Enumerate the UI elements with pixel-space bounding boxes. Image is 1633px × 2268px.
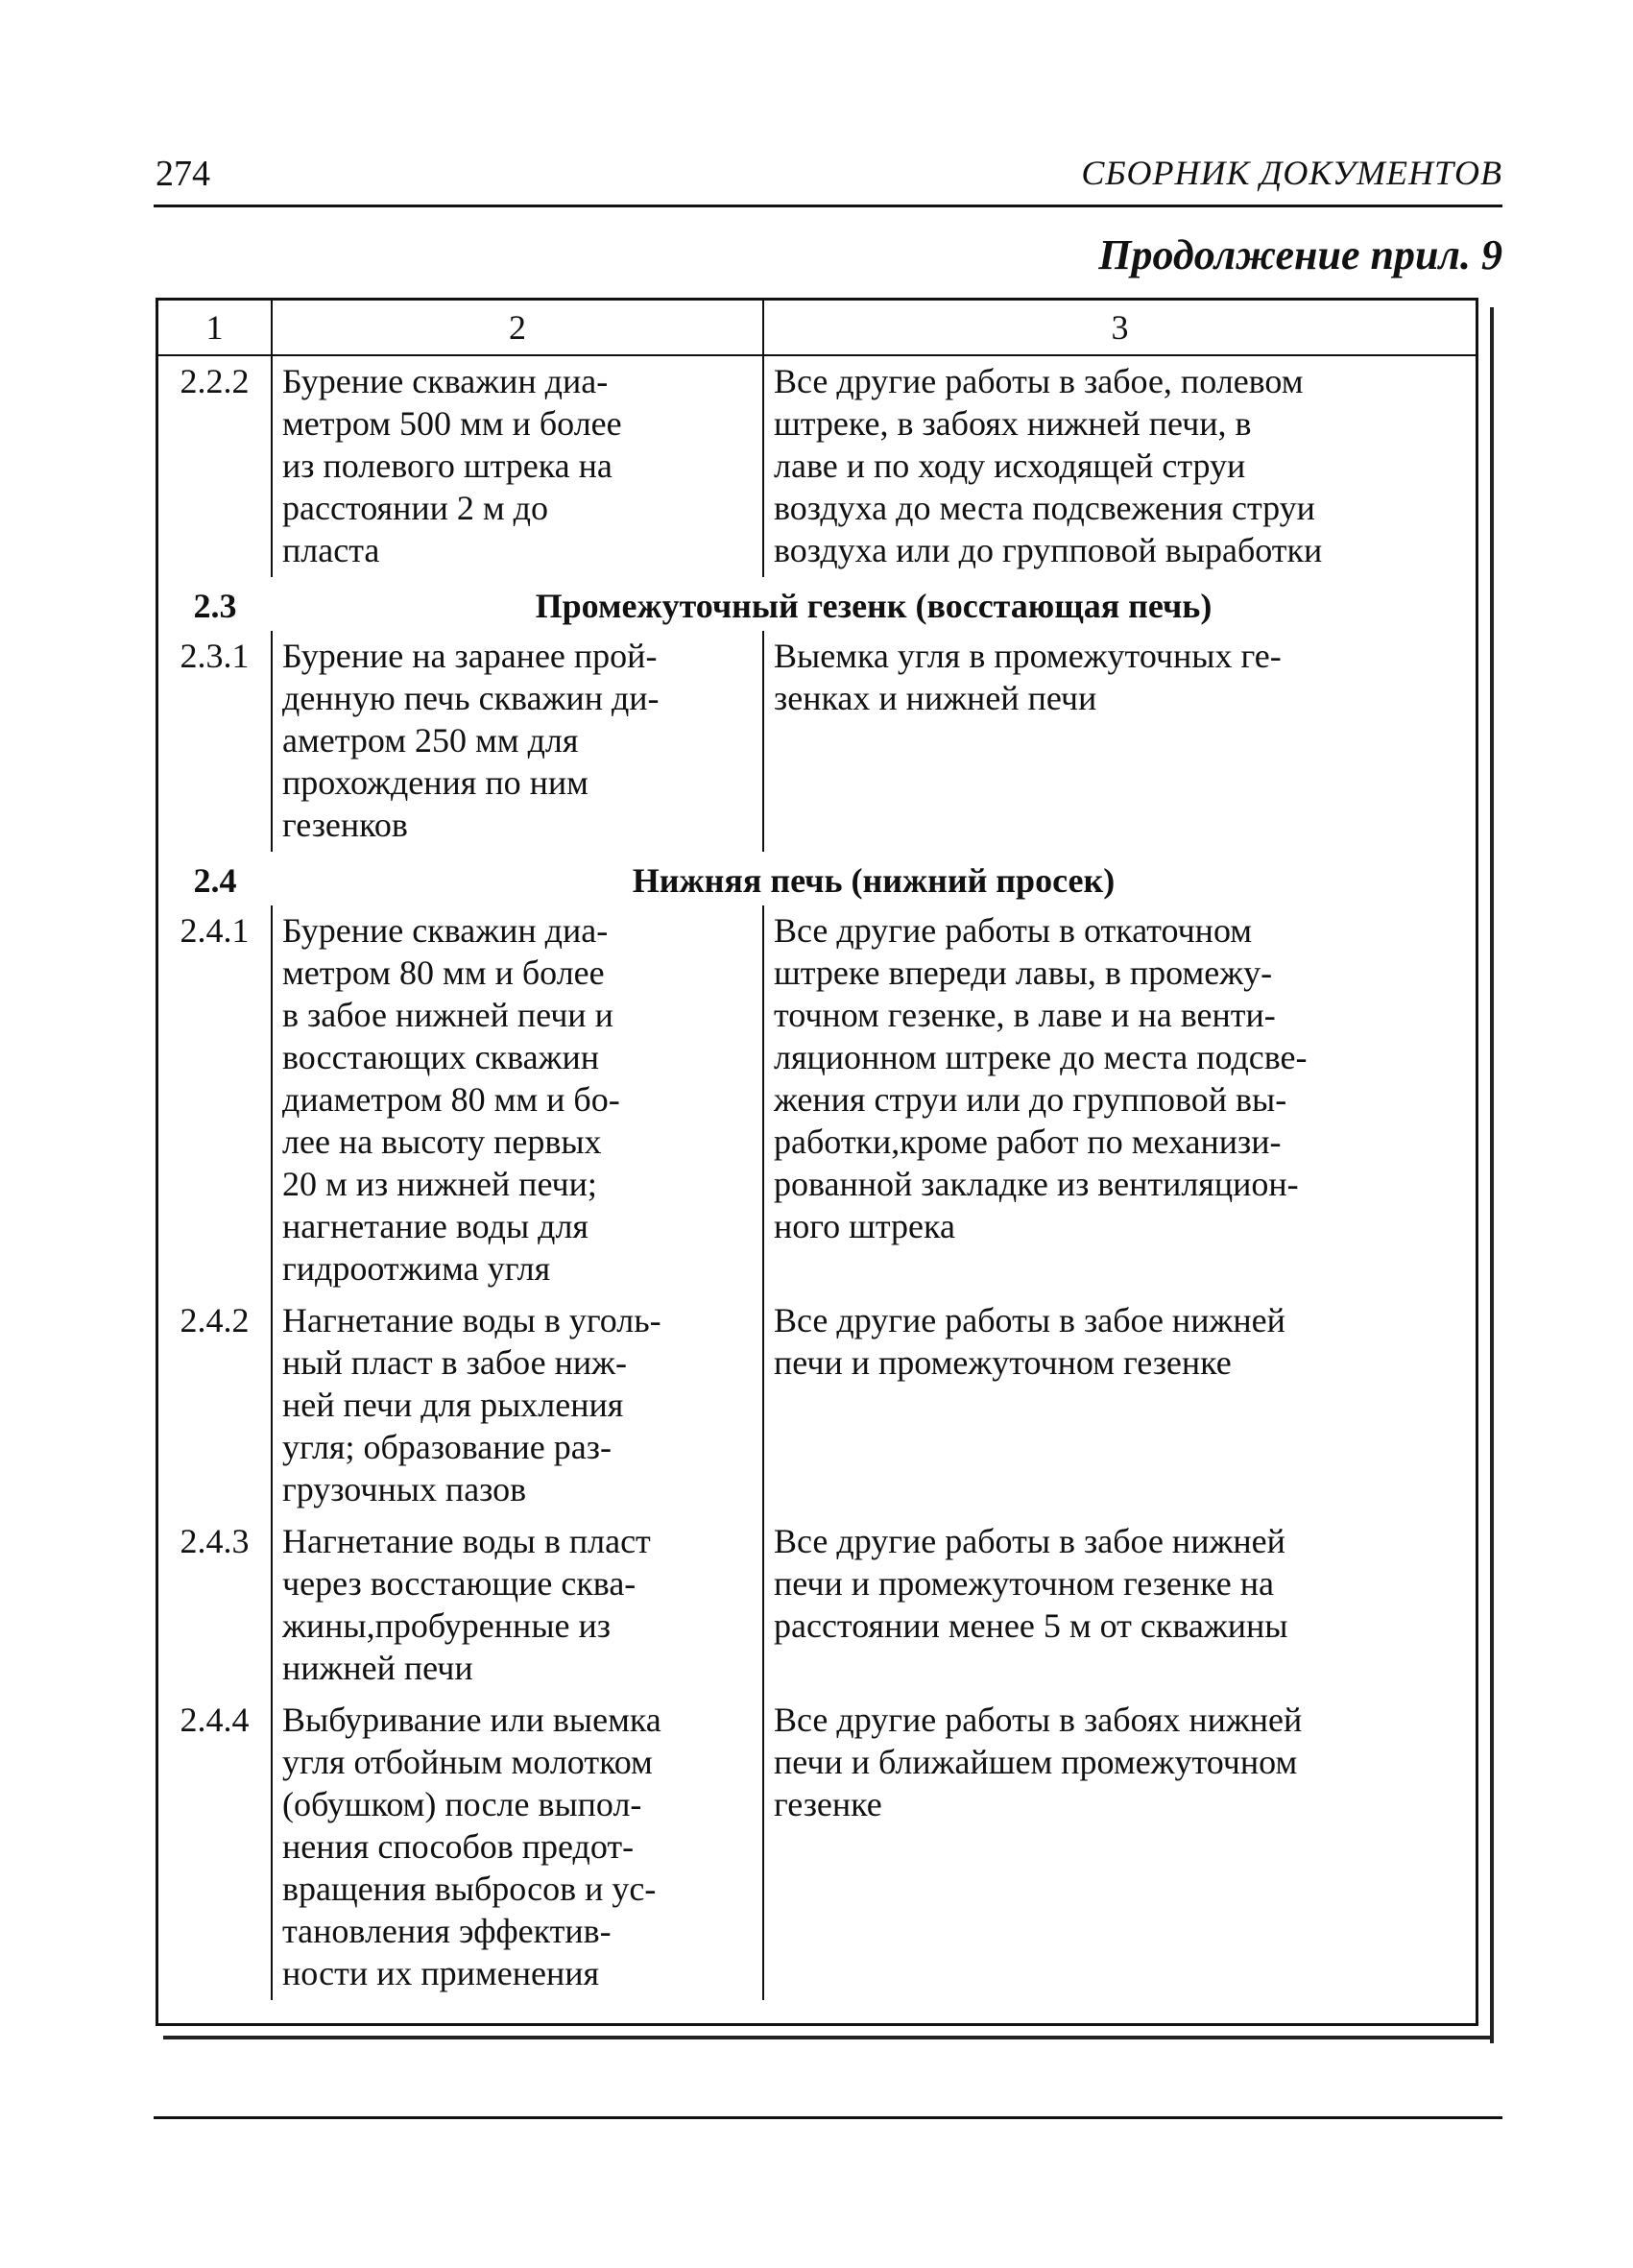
table-row <box>158 631 1476 852</box>
item-number: 2.3.1 <box>158 631 272 852</box>
table-frame-shadow-right <box>1480 307 1494 2043</box>
column-header-1: 1 <box>158 301 272 355</box>
running-title: СБОРНИК ДОКУМЕНТОВ <box>1081 154 1502 192</box>
table-frame-shadow-bottom <box>163 2028 1494 2039</box>
table-body <box>158 355 1476 2000</box>
continuation-label: Продолжение прил. 9 <box>1098 231 1502 278</box>
section-title: Нижняя печь (нижний просек) <box>632 861 1116 900</box>
column-header-2: 2 <box>272 301 763 355</box>
document-table-frame <box>156 298 1478 2026</box>
item-number: 2.4.3 <box>158 1516 272 1695</box>
bottom-rule <box>154 2116 1502 2119</box>
prohibited-work-cell: Все другие работы в забое нижней печи и промежуточном гезенке <box>774 1301 1285 1382</box>
prohibited-work-cell: Выемка угля в промежуточных ге- зенках и нижней печи <box>774 637 1282 717</box>
page-number: 274 <box>156 154 210 194</box>
prohibited-work-cell: Все другие работы в забое нижней печи и промежуточном гезенке на расстоянии менее 5 м от скважины <box>774 1522 1288 1645</box>
table-row <box>158 905 1476 1295</box>
page-header <box>154 149 1502 207</box>
table-row <box>158 1695 1476 2000</box>
prohibited-work-cell: Все другие работы в откаточном штреке впереди лавы, в промежу- точном гезенке, в лаве и на венти- ляционном штреке до места подсве- жения струи или до групповой вы- работки,кроме работ по механизи- рованной закладке из вентиляцион- ного штрека <box>774 911 1308 1245</box>
table-row <box>158 1295 1476 1516</box>
table-section-row <box>158 852 1476 905</box>
column-header-3: 3 <box>763 301 1476 355</box>
prohibited-work-cell: Все другие работы в забое, полевом штреке, в забоях нижней печи, в лаве и по ходу исходящей струи воздуха до места подсвежения струи воздуха или до групповой выработки <box>774 362 1323 569</box>
table-section-row <box>158 577 1476 631</box>
work-performed-cell: Нагнетание воды в пласт через восстающие сква- жины,пробуренные из нижней печи <box>272 1516 763 1695</box>
item-number: 2.4.4 <box>158 1695 272 2000</box>
section-number: 2.3 <box>193 587 237 625</box>
work-performed-cell: Бурение скважин диа- метром 80 мм и более в забое нижней печи и восстающих скважин диаметром 80 мм и бо- лее на высоту первых 20 м из нижней печи; нагнетание воды для гидроотжима угля <box>272 905 763 1295</box>
work-performed-cell: Бурение на заранее прой- денную печь скважин ди- aметром 250 мм для прохождения по ним гезенков <box>272 631 763 852</box>
work-performed-cell: Бурение скважин диа- метром 500 мм и более из полевого штрека на расстоянии 2 м до пласта <box>272 355 763 577</box>
section-title: Промежуточный гезенк (восстающая печь) <box>535 587 1213 625</box>
table-row <box>158 355 1476 577</box>
item-number: 2.4.1 <box>158 905 272 1295</box>
document-table <box>158 301 1476 2000</box>
table-row <box>158 1516 1476 1695</box>
item-number: 2.2.2 <box>158 355 272 577</box>
section-number: 2.4 <box>193 861 237 900</box>
work-performed-cell: Нагнетание воды в уголь- ный пласт в забое ниж- ней печи для рыхления угля; образование раз- грузочных пазов <box>272 1295 763 1516</box>
item-number: 2.4.2 <box>158 1295 272 1516</box>
prohibited-work-cell: Все другие работы в забоях нижней печи и ближайшем промежуточном гезенке <box>774 1701 1303 1823</box>
table-header-row <box>158 301 1476 355</box>
work-performed-cell: Выбуривание или выемка угля отбойным молотком (обушком) после выпол- нения способов предот- вращения выбросов и ус- тановления эффектив- ности их применения <box>272 1695 763 2000</box>
